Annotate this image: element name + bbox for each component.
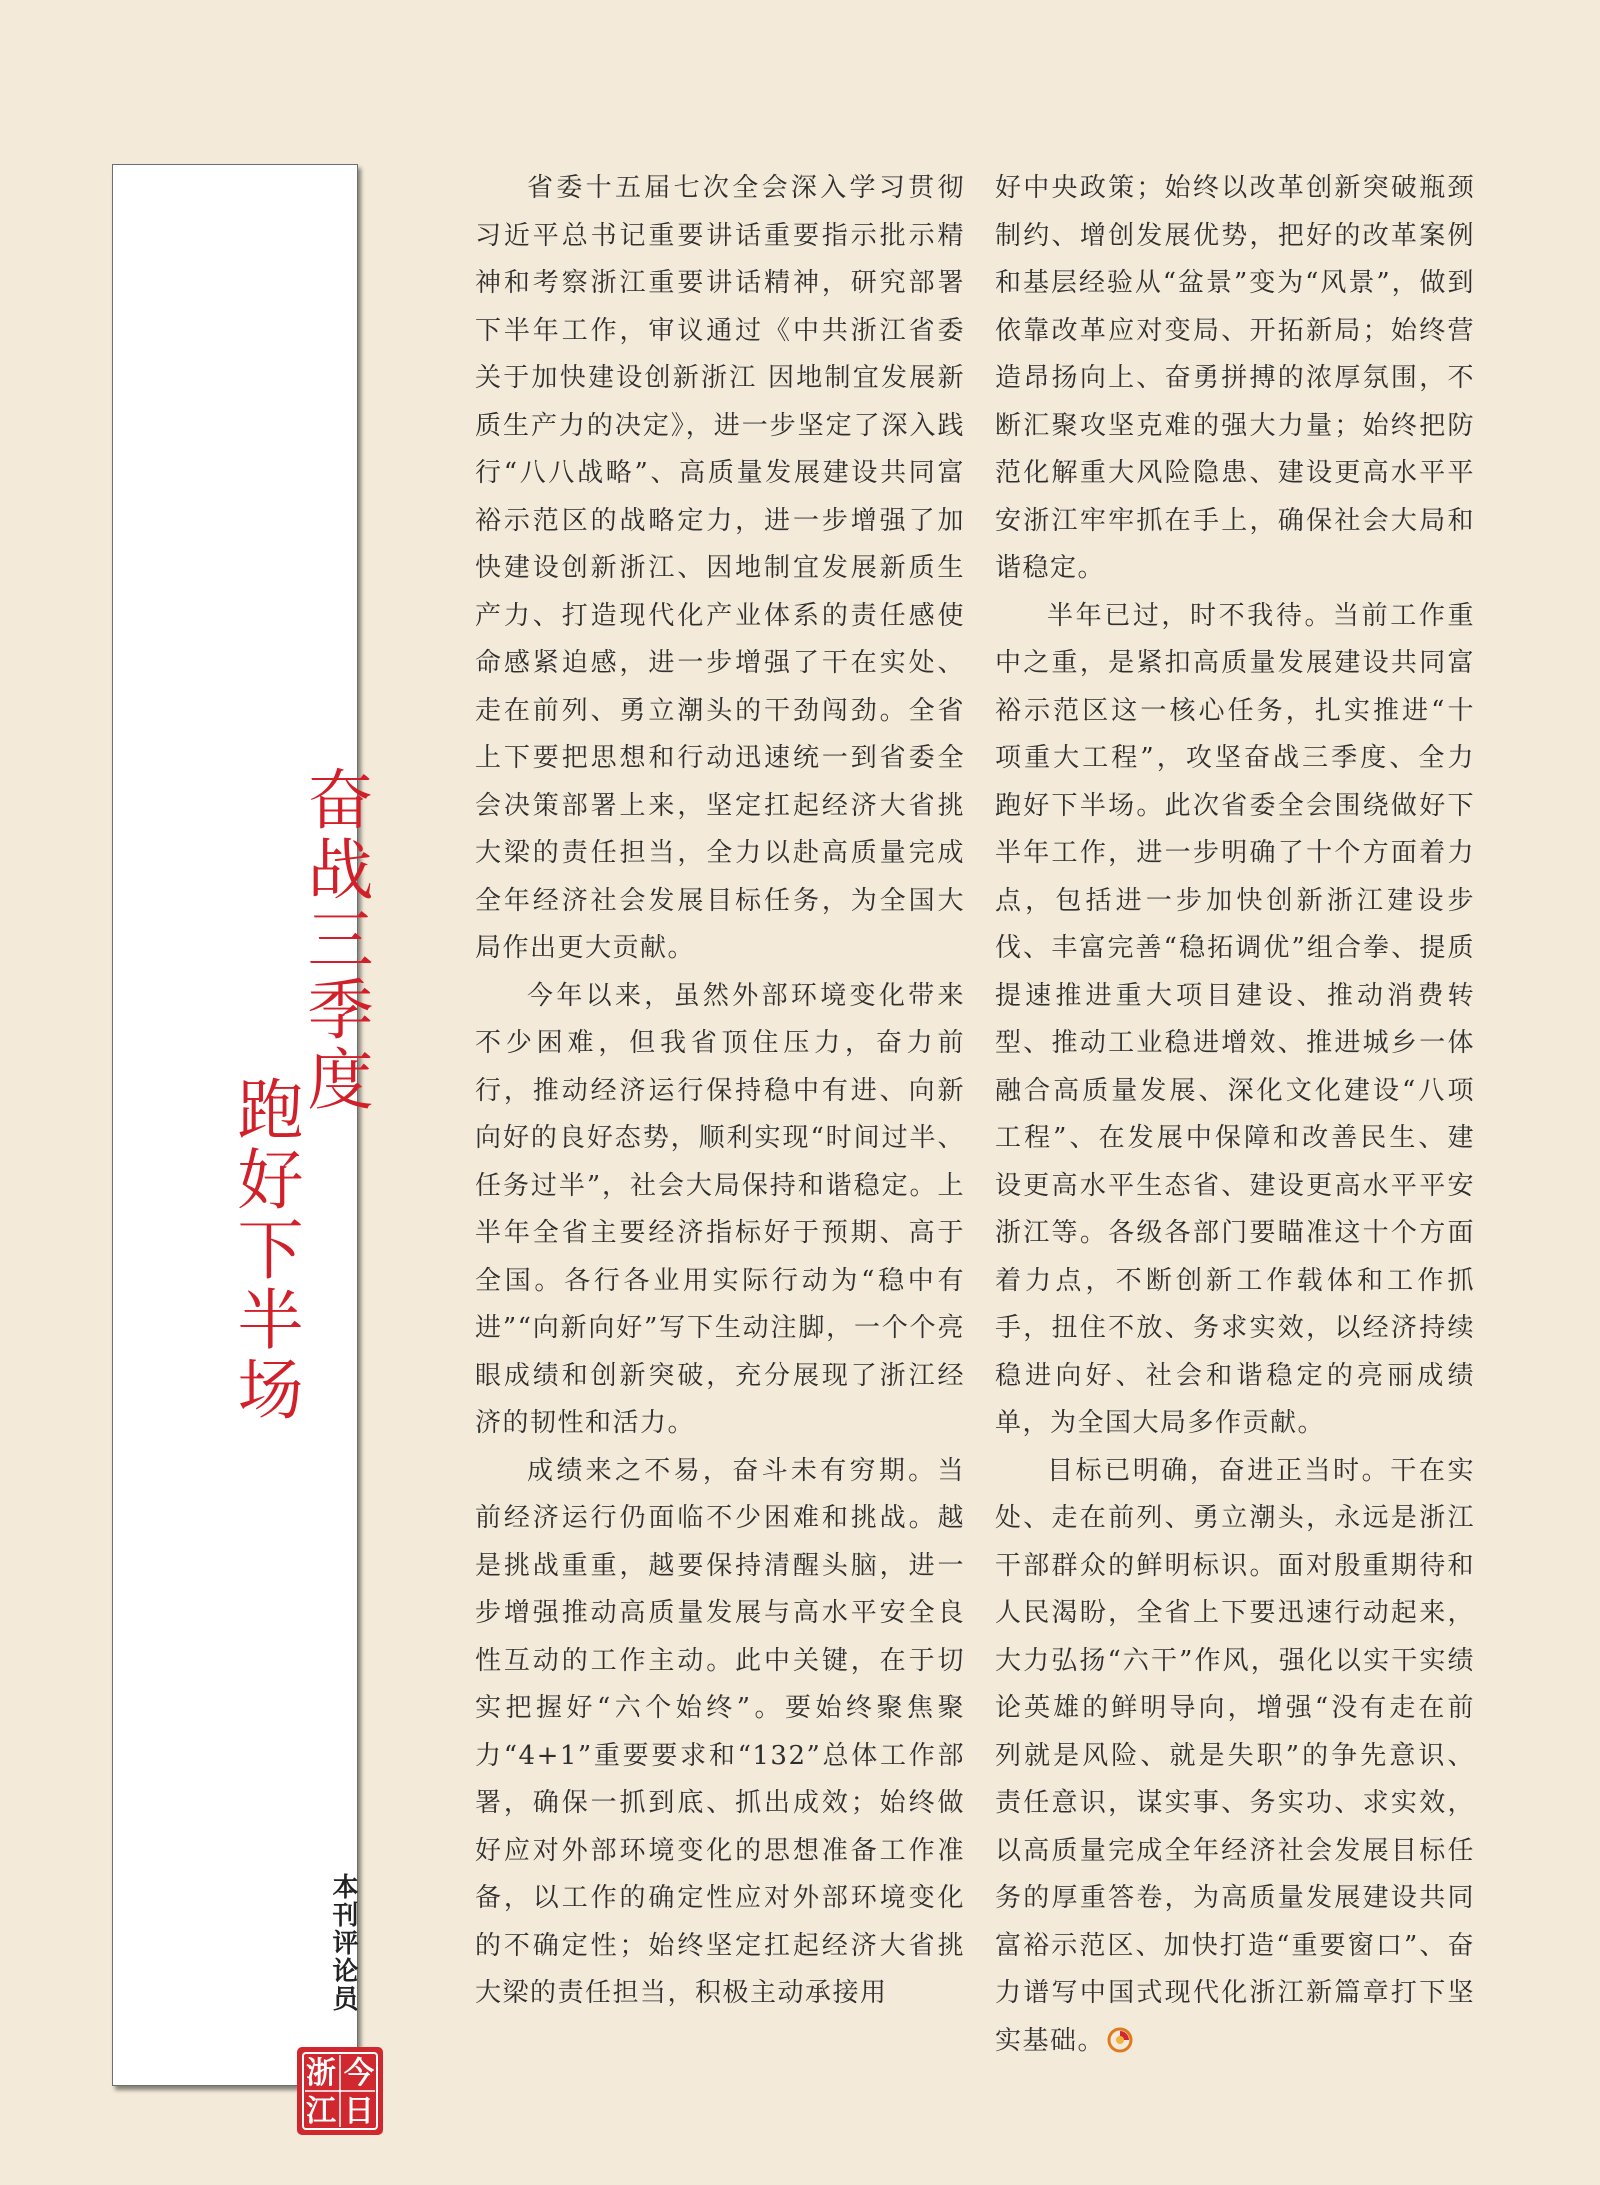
paragraph: 成绩来之不易，奋斗未有穷期。当前经济运行仍面临不少困难和挑战。越是挑战重重，越要保持清醒头脑，进一步增强推动高质量发展与高水平安全良性互动的工作主动。此中关键，在于切实把握好“六个始终”。要始终聚焦聚力“4+1”重要要求和“132”总体工作部署，确保一抓到底、抓出成效；始终做好应对外部环境变化的思想准备工作准备，以工作的确定性应对外部环境变化的不确定性；始终坚定扛起经济大省挑大梁的责任担当，积极主动承接用: [475, 1455, 965, 2008]
paragraph: 半年已过，时不我待。当前工作重中之重，是紧扣高质量发展建设共同富裕示范区这一核心任务，扎实推进“十项重大工程”，攻坚奋战三季度、全力跑好下半场。此次省委全会围绕做好下半年工作，进一步明确了十个方面着力点，包括进一步加快创新浙江建设步伐、丰富完善“稳拓调优”组合拳、提质提速推进重大项目建设、推动消费转型、推动工业稳进增效、推进城乡一体融合高质量发展、深化文化建设“八项工程”、在发展中保障和改善民生、建设更高水平生态省、建设更高水平平安浙江等。各级各部门要瞄准这十个方面着力点，不断创新工作载体和工作抓手，扭住不放、务求实效，以经济持续稳进向好、社会和谐稳定的亮丽成绩单，为全国大局多作贡献。: [995, 600, 1475, 1438]
paragraph-final: [995, 1448, 1475, 2066]
seal-char: 今: [344, 2056, 374, 2091]
seal-stamp-icon: [295, 2045, 385, 2137]
title-panel: [112, 164, 374, 2129]
article-title: [191, 595, 391, 1495]
paragraph-text: 目标已明确，奋进正当时。干在实处、走在前列、勇立潮头，永远是浙江干部群众的鲜明标识。面对殷重期待和人民渴盼，全省上下要迅速行动起来，大力弘扬“六干”作风，强化以实干实绩论英雄的鲜明导向，增强“没有走在前列就是风险、就是失职”的争先意识、责任意识，谋实事、务实功、求实效，以高质量完成全年经济社会发展目标任务的厚重答卷，为高质量发展建设共同富裕示范区、加快打造“重要窗口”、奋力谱写中国式现代化浙江新篇章打下坚实基础。: [995, 1455, 1475, 2056]
article-column-left: [475, 165, 965, 2018]
seal-char: 江: [306, 2094, 336, 2129]
paragraph: 省委十五届七次全会深入学习贯彻习近平总书记重要讲话重要指示批示精神和考察浙江重要讲话精神，研究部署下半年工作，审议通过《中共浙江省委关于加快建设创新浙江 因地制宜发展新质生产力的决定》，进一步坚定了深入践行“八八战略”、高质量发展建设共同富裕示范区的战略定力，进一步增强了加快建设创新浙江、因地制宜发展新质生产力、打造现代化产业体系的责任感使命感紧迫感，进一步增强了干在实处、走在前列、勇立潮头的干劲闯劲。全省上下要把思想和行动迅速统一到省委全会决策部署上来，坚定扛起经济大省挑大梁的责任担当，全力以赴高质量完成全年经济社会发展目标任务，为全国大局作出更大贡献。: [475, 173, 965, 963]
article-column-right: [995, 165, 1475, 2065]
end-mark-icon: [1107, 2027, 1133, 2053]
paragraph: 今年以来，虽然外部环境变化带来不少困难，但我省顶住压力，奋力前行，推动经济运行保持稳中有进、向新向好的良好态势，顺利实现“时间过半、任务过半”，社会大局保持和谐稳定。上半年全省主要经济指标好于预期、高于全国。各行各业用实际行动为“稳中有进”“向新向好”写下生动注脚，一个个亮眼成绩和创新突破，充分展现了浙江经济的韧性和活力。: [475, 980, 965, 1438]
author-byline: 本刊评论员: [328, 1873, 358, 2013]
seal-char: 浙: [306, 2056, 336, 2091]
paragraph-continued: 好中央政策；始终以改革创新突破瓶颈制约、增创发展优势，把好的改革案例和基层经验从“盆景”变为“风景”，做到依靠改革应对变局、开拓新局；始终营造昂扬向上、奋勇拼搏的浓厚氛围，不断汇聚攻坚克难的强大力量；始终把防范化解重大风险隐患、建设更高水平平安浙江牢牢抓在手上，确保社会大局和谐稳定。: [995, 173, 1475, 583]
seal-char: 日: [344, 2094, 374, 2129]
title-line-1: 奋战三季度: [296, 765, 373, 1115]
title-line-2: 跑好下半场: [226, 1075, 303, 1425]
